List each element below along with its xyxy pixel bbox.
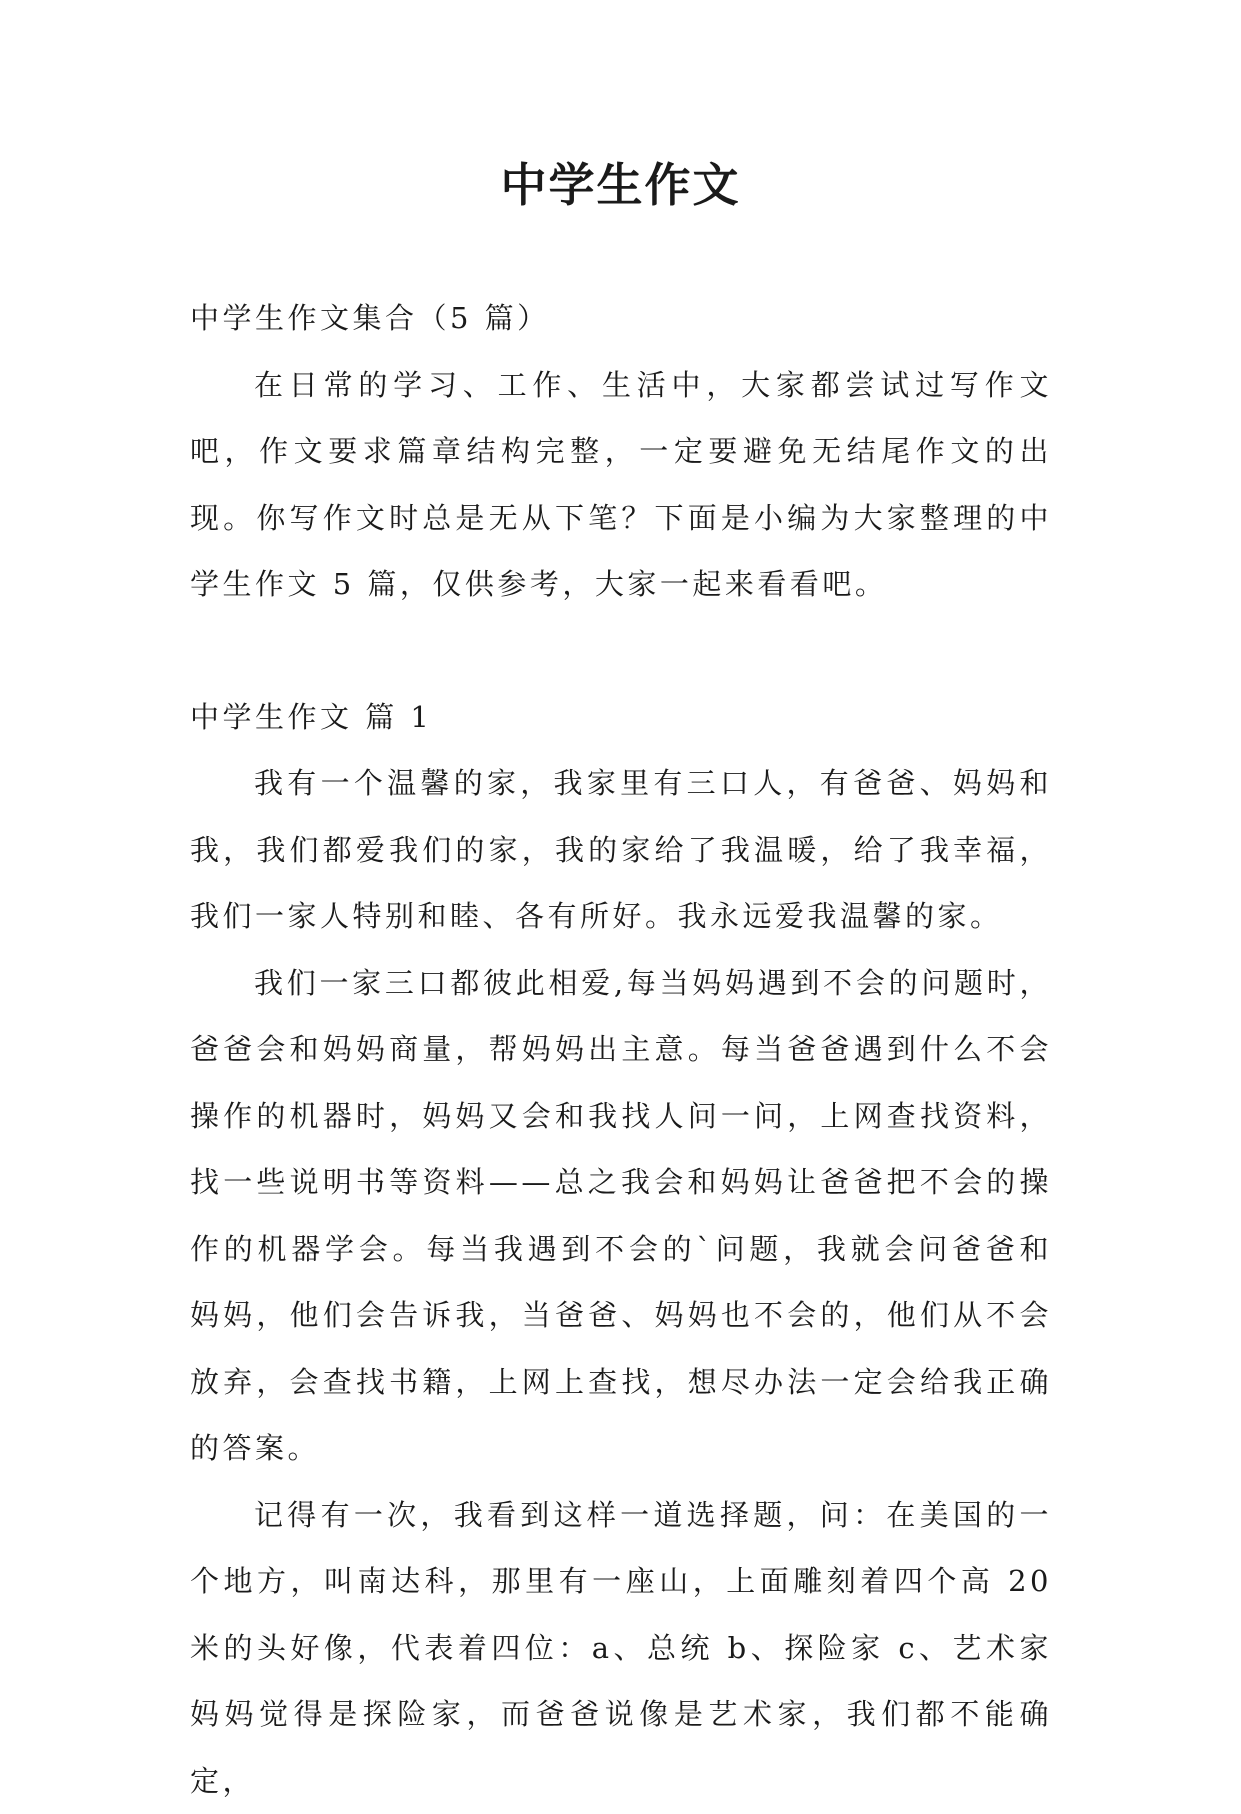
essay-paragraph-3: 记得有一次，我看到这样一道选择题，问：在美国的一个地方，叫南达科，那里有一座山，上面雕刻着四个高 20米的头好像，代表着四位：a、总统 b、探险家 c、艺术家妈妈觉得是探险家，而爸爸说像是艺术家，我们都不能确定，: [190, 1482, 1052, 1814]
intro-paragraph: 在日常的学习、工作、生活中，大家都尝试过写作文吧，作文要求篇章结构完整，一定要避免无结尾作文的出现。你写作文时总是无从下笔？下面是小编为大家整理的中学生作文 5 篇，仅供参考，大家一起来看看吧。: [190, 352, 1052, 618]
document-title: 中学生作文: [0, 150, 1241, 220]
collection-heading: 中学生作文集合（5 篇）: [190, 285, 1052, 352]
essay-paragraph-1: 我有一个温馨的家，我家里有三口人，有爸爸、妈妈和我，我们都爱我们的家，我的家给了我温暖，给了我幸福，我们一家人特别和睦、各有所好。我永远爱我温馨的家。: [190, 750, 1052, 950]
document-body: [190, 285, 1052, 1814]
essay-paragraph-2: 我们一家三口都彼此相爱,每当妈妈遇到不会的问题时，爸爸会和妈妈商量，帮妈妈出主意。每当爸爸遇到什么不会操作的机器时，妈妈又会和我找人问一问，上网查找资料，找一些说明书等资料——总之我会和妈妈让爸爸把不会的操作的机器学会。每当我遇到不会的`问题，我就会问爸爸和妈妈，他们会告诉我，当爸爸、妈妈也不会的，他们从不会放弃，会查找书籍，上网上查找，想尽办法一定会给我正确的答案。: [190, 950, 1052, 1482]
essay-1-heading: 中学生作文 篇 1: [190, 684, 1052, 751]
